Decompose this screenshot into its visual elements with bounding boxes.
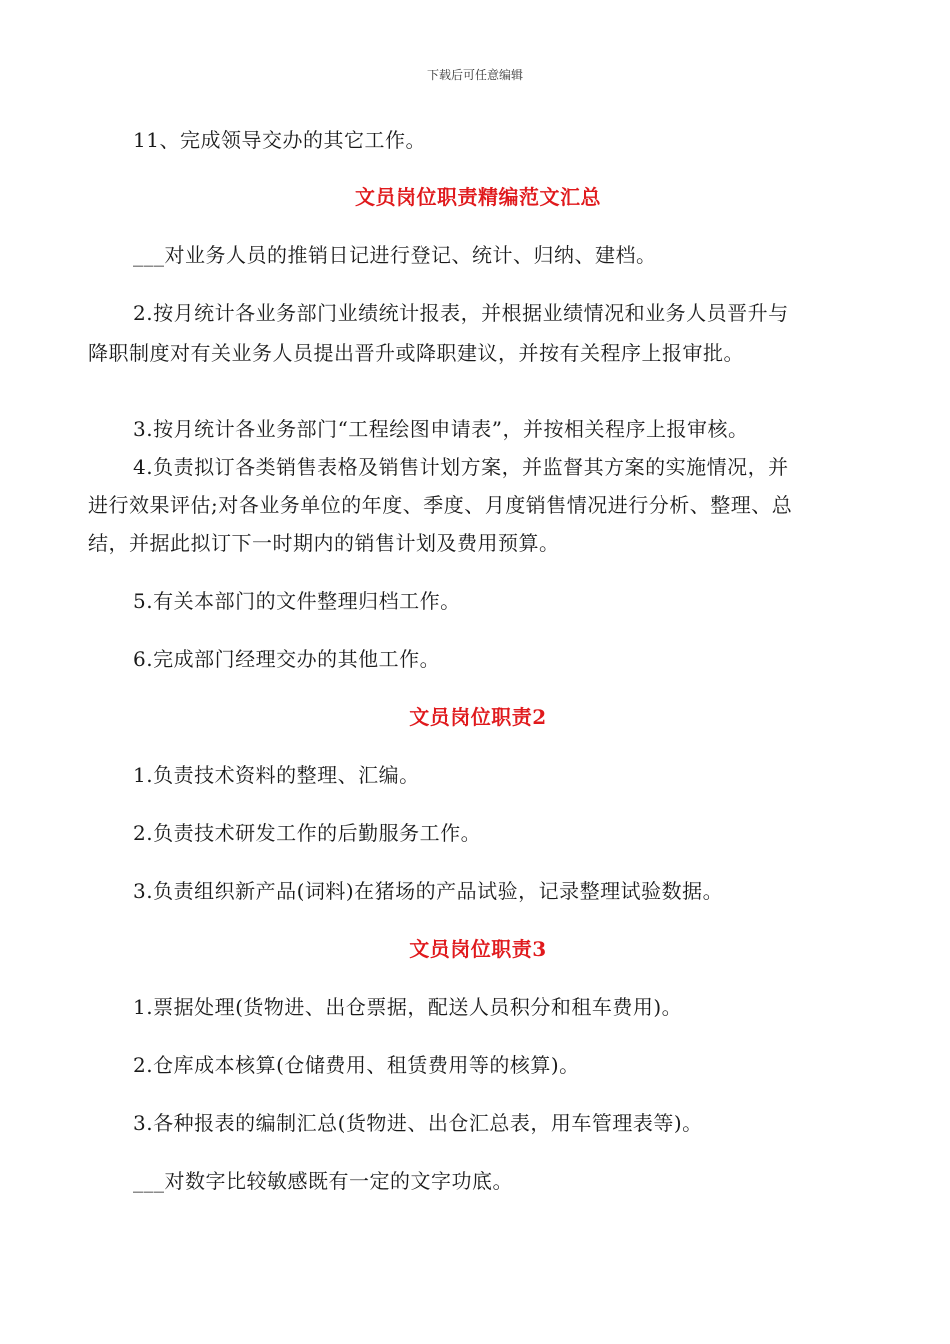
paragraph-item-4-cont-1 [88, 485, 868, 525]
paragraph-item-2 [88, 293, 868, 333]
paragraph-item-4-cont-2 [88, 523, 868, 563]
paragraph-s3-item-1: 1.票据处理(货物进、出仓票据，配送人员积分和租车费用)。 [133, 995, 683, 1019]
paragraph-line: 4.负责拟订各类销售表格及销售计划方案，并监督其方案的实施情况，并 [133, 455, 789, 479]
paragraph-s2-item-3: 3.负责组织新产品(词料)在猪场的产品试验，记录整理试验数据。 [133, 879, 724, 903]
paragraph-s2-item-2: 2.负责技术研发工作的后勤服务工作。 [133, 821, 482, 845]
paragraph-item-1: ___对业务人员的推销日记进行登记、统计、归纳、建档。 [133, 243, 657, 267]
paragraph-item-11: 11、完成领导交办的其它工作。 [133, 128, 426, 152]
paragraph-line: 降职制度对有关业务人员提出晋升或降职建议，并按有关程序上报审批。 [88, 341, 744, 365]
paragraph-item-2-cont [88, 333, 868, 373]
section-heading-3: 文员岗位职责3 [409, 937, 547, 961]
paragraph-s3-item-4: ___对数字比较敏感既有一定的文字功底。 [133, 1169, 513, 1193]
paragraph-s3-item-3: 3.各种报表的编制汇总(货物进、出仓汇总表，用车管理表等)。 [133, 1111, 703, 1135]
paragraph-item-3: 3.按月统计各业务部门“工程绘图申请表”，并按相关程序上报审核。 [133, 417, 749, 441]
paragraph-item-6: 6.完成部门经理交办的其他工作。 [133, 647, 441, 671]
paragraph-s2-item-1: 1.负责技术资料的整理、汇编。 [133, 763, 420, 787]
section-heading-summary: 文员岗位职责精编范文汇总 [355, 185, 601, 209]
section-heading-2: 文员岗位职责2 [409, 705, 547, 729]
page-header: 下载后可任意编辑 [426, 68, 523, 82]
paragraph-line: 2.按月统计各业务部门业绩统计报表，并根据业绩情况和业务人员晋升与 [133, 301, 789, 325]
paragraph-item-5: 5.有关本部门的文件整理归档工作。 [133, 589, 461, 613]
paragraph-item-4 [88, 447, 868, 487]
paragraph-s3-item-2: 2.仓库成本核算(仓储费用、租赁费用等的核算)。 [133, 1053, 580, 1077]
paragraph-line: 进行效果评估;对各业务单位的年度、季度、月度销售情况进行分析、整理、总 [88, 493, 793, 517]
paragraph-line: 结，并据此拟订下一时期内的销售计划及费用预算。 [88, 531, 560, 555]
